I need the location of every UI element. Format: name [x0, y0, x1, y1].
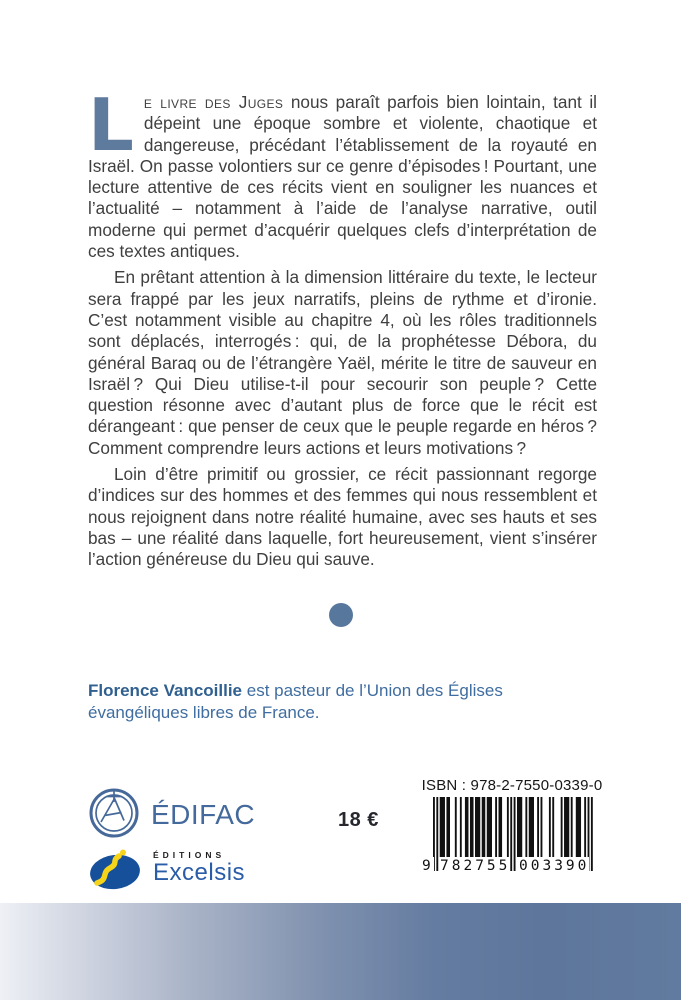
excelsis-emblem-icon — [88, 848, 144, 897]
excelsis-name-label: Excelsis — [153, 859, 246, 886]
author-bio — [88, 680, 595, 724]
barcode-right-digits: 003390 — [519, 858, 590, 874]
price-label: 18 € — [338, 809, 379, 831]
synopsis-paragraph-2: En prêtant attention à la dimension littéraire du texte, le lecteur sera frappé par les jeux narratifs, pleins de rythme et d’ironie. C’est notamment visible au chapitre 4, où les rôles traditionnels sont déplacés, interrogés : qui, de la prophétesse Débora, du général Baraq ou de l’étrangère Yaël, mérite le titre de sauveur en Israël ? Qui Dieu utilise-t-il pour secourir son peuple ? Cette question résonne avec d’autant plus de force que le récit est dérangeant : que penser de ceux que le peuple regarde en héros ? Comment comprendre leurs actions et leurs motivations ? — [88, 267, 597, 458]
edifac-emblem-icon — [88, 786, 140, 843]
separator-dot — [329, 603, 353, 627]
barcode-first-digit: 9 — [422, 858, 434, 874]
author-name: Florence Vancoillie — [88, 681, 243, 700]
isbn-label: ISBN : 978-2-7550-0339-0 — [421, 777, 603, 794]
author-bio-text: est pasteur de l’Union des Églises évangéliques libres de France. — [88, 681, 503, 722]
paragraph-1-text: nous paraît parfois bien lointain, tant il dépeint une époque sombre et violente, chaotique et dangereuse, précédant l’établissement de la royauté en Israël. On passe volontiers sur ce genre d’épisodes ! Pourtant, une lecture attentive de ces récits vient en souligner les nuances et l’actualité – notamment à l’aide de l’analyse narrative, outil moderne qui permet d’acquérir quelques clefs d’interprétation de ces textes antiques. — [88, 92, 598, 262]
excelsis-editions-label: ÉDITIONS — [153, 850, 226, 860]
barcode-left-digits: 782755 — [440, 858, 511, 874]
lead-smallcaps: e livre des Juges — [143, 92, 284, 112]
synopsis-paragraph-1 — [88, 83, 598, 262]
synopsis-paragraph-3: Loin d’être primitif ou grossier, ce récit passionnant regorge d’indices sur des hommes et des femmes qui nous ressemblent et nous rejoignent dans notre réalité humaine, avec ses hauts et ses bas – une réalité dans laquelle, fort heureusement, vient s’insérer l’action généreuse du Dieu qui sauve. — [88, 464, 597, 570]
edifac-label: ÉDIFAC — [151, 798, 256, 830]
barcode — [424, 797, 600, 883]
edifac-logo — [88, 786, 255, 843]
synopsis-block — [88, 83, 598, 571]
dropcap-letter: L — [88, 83, 134, 167]
excelsis-logo — [88, 848, 245, 897]
bottom-gradient-band — [0, 903, 681, 1000]
